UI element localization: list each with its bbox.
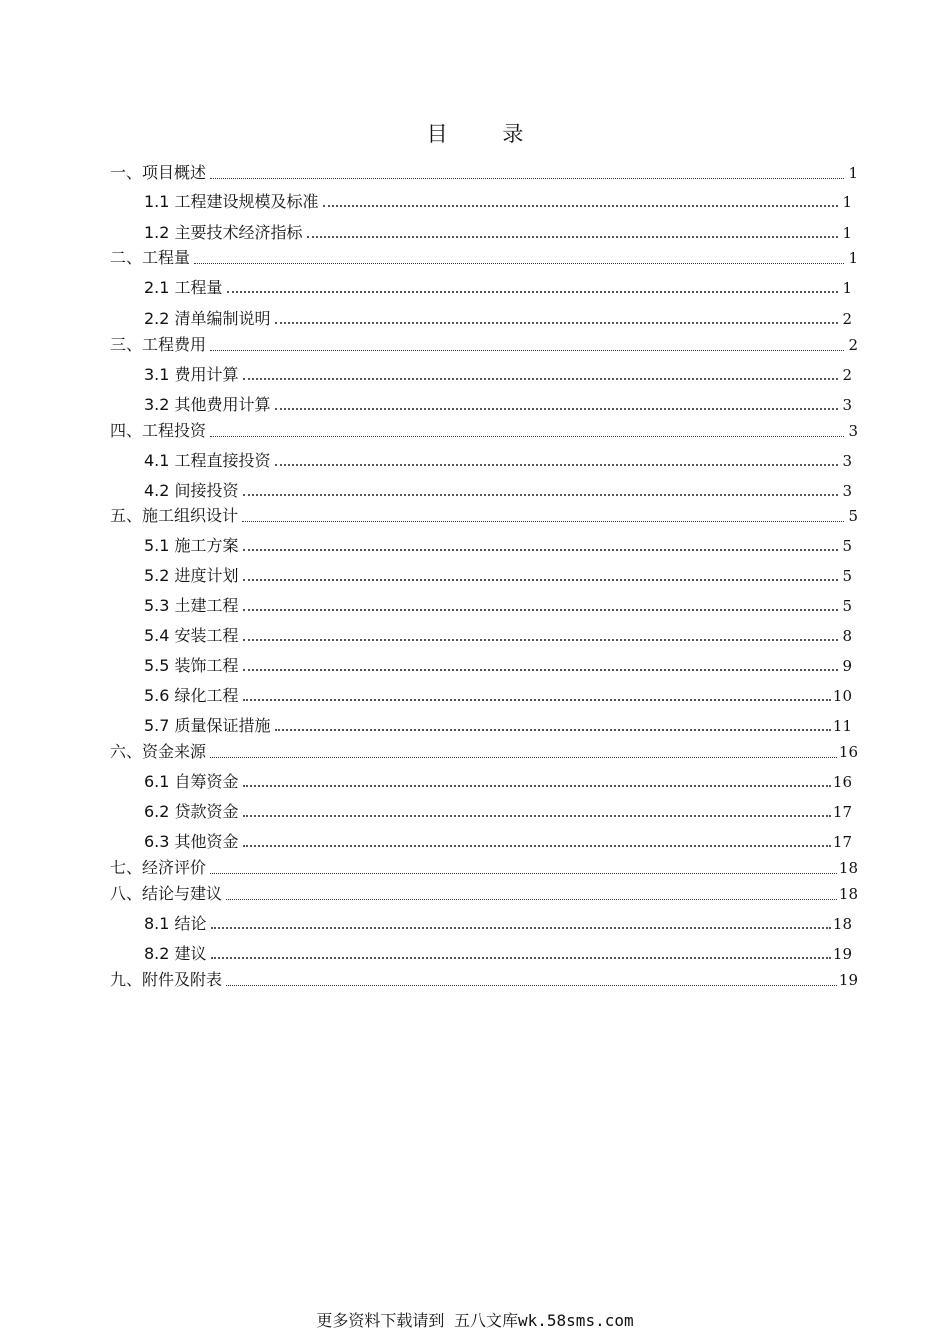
toc-entry-label: 5.7 质量保证措施 (144, 716, 271, 735)
toc-page-number: 3 (848, 422, 858, 440)
toc-page-number: 10 (832, 687, 852, 705)
toc-entry-label: 5.4 安装工程 (144, 626, 239, 645)
toc-entry-section[interactable] (144, 623, 852, 646)
toc-entry-section[interactable] (144, 683, 852, 706)
toc-page-number: 11 (832, 717, 852, 735)
toc-entry-label: 4.2 间接投资 (144, 481, 239, 500)
toc-dot-leader (243, 638, 838, 641)
toc-entry-section[interactable] (144, 275, 852, 298)
toc-entry-chapter[interactable] (110, 418, 858, 441)
toc-dot-leader (211, 926, 831, 929)
toc-entry-section[interactable] (144, 593, 852, 616)
toc-entry-label: 6.2 贷款资金 (144, 802, 239, 821)
toc-entry-label: 九、附件及附表 (110, 970, 223, 989)
toc-dot-leader (194, 262, 844, 264)
toc-dot-leader (211, 956, 831, 959)
toc-page-number: 1 (842, 279, 852, 297)
toc-dot-leader (243, 814, 831, 817)
toc-page-number: 5 (842, 597, 852, 615)
toc-page-number: 16 (838, 743, 858, 761)
toc-entry-section[interactable] (144, 713, 852, 736)
toc-entry-label: 三、工程费用 (110, 335, 207, 354)
toc-entry-label: 5.5 装饰工程 (144, 656, 239, 675)
toc-entry-section[interactable] (144, 478, 852, 501)
toc-entry-label: 1.2 主要技术经济指标 (144, 223, 303, 242)
toc-entry-section[interactable] (144, 448, 852, 471)
toc-entry-label: 8.1 结论 (144, 914, 207, 933)
toc-page-number: 2 (842, 310, 852, 328)
toc-entry-section[interactable] (144, 563, 852, 586)
toc-entry-label: 5.6 绿化工程 (144, 686, 239, 705)
toc-dot-leader (210, 872, 837, 874)
toc-page-number: 18 (838, 859, 858, 877)
toc-page-number: 1 (842, 224, 852, 242)
toc-page-number: 3 (842, 452, 852, 470)
toc-entry-label: 3.2 其他费用计算 (144, 395, 271, 414)
toc-entry-label: 5.2 进度计划 (144, 566, 239, 585)
toc-entry-section[interactable] (144, 392, 852, 415)
toc-entry-label: 8.2 建议 (144, 944, 207, 963)
toc-page-number: 16 (832, 773, 852, 791)
toc-entry-section[interactable] (144, 362, 852, 385)
toc-page-number: 8 (842, 627, 852, 645)
toc-page-number: 2 (842, 366, 852, 384)
toc-entry-section[interactable] (144, 911, 852, 934)
toc-dot-leader (275, 407, 838, 410)
toc-dot-leader (210, 435, 844, 437)
toc-page-number: 9 (842, 657, 852, 675)
toc-dot-leader (307, 235, 838, 238)
toc-dot-leader (275, 463, 838, 466)
toc-entry-label: 二、工程量 (110, 248, 191, 267)
toc-entry-section[interactable] (144, 799, 852, 822)
toc-page-number: 1 (848, 164, 858, 182)
toc-dot-leader (243, 377, 838, 380)
toc-entry-chapter[interactable] (110, 739, 858, 762)
toc-entry-chapter[interactable] (110, 245, 858, 268)
footer-watermark: 更多资料下载请到 五八文库wk.58sms.com (316, 1311, 634, 1330)
toc-entry-label: 一、项目概述 (110, 163, 207, 182)
toc-entry-section[interactable] (144, 769, 852, 792)
toc-dot-leader (323, 204, 838, 207)
toc-dot-leader (243, 698, 831, 701)
toc-dot-leader (243, 784, 831, 787)
toc-dot-leader (243, 608, 838, 611)
toc-dot-leader (275, 728, 831, 731)
toc-page-number: 18 (838, 885, 858, 903)
toc-page-number: 3 (842, 396, 852, 414)
toc-dot-leader (243, 844, 831, 847)
toc-entry-label: 1.1 工程建设规模及标准 (144, 192, 319, 211)
toc-entry-label: 八、结论与建议 (110, 884, 223, 903)
toc-entry-section[interactable] (144, 941, 852, 964)
toc-dot-leader (243, 578, 838, 581)
toc-entry-label: 七、经济评价 (110, 858, 207, 877)
toc-entry-chapter[interactable] (110, 503, 858, 526)
toc-dot-leader (226, 898, 837, 900)
toc-entry-label: 3.1 费用计算 (144, 365, 239, 384)
toc-entry-label: 六、资金来源 (110, 742, 207, 761)
toc-page-number: 18 (832, 915, 852, 933)
toc-page-number: 17 (832, 803, 852, 821)
toc-page-number: 2 (848, 336, 858, 354)
toc-page-number: 19 (832, 945, 852, 963)
toc-page-number: 3 (842, 482, 852, 500)
toc-entry-label: 2.2 清单编制说明 (144, 309, 271, 328)
toc-entry-chapter[interactable] (110, 967, 858, 990)
toc-entry-chapter[interactable] (110, 160, 858, 183)
toc-dot-leader (242, 520, 844, 522)
toc-dot-leader (243, 493, 838, 496)
toc-entry-label: 五、施工组织设计 (110, 506, 239, 525)
toc-page-number: 5 (842, 537, 852, 555)
toc-page-number: 1 (848, 249, 858, 267)
toc-dot-leader (210, 756, 837, 758)
toc-entry-label: 5.3 土建工程 (144, 596, 239, 615)
toc-entry-section[interactable] (144, 829, 852, 852)
toc-page-number: 5 (848, 507, 858, 525)
toc-page-number: 5 (842, 567, 852, 585)
toc-dot-leader (226, 984, 837, 986)
toc-page-number: 19 (838, 971, 858, 989)
toc-dot-leader (243, 548, 838, 551)
toc-dot-leader (210, 177, 844, 179)
toc-entry-label: 2.1 工程量 (144, 278, 223, 297)
toc-page-number: 17 (832, 833, 852, 851)
toc-page-number: 1 (842, 193, 852, 211)
toc-entry-section[interactable] (144, 533, 852, 556)
toc-dot-leader (275, 321, 838, 324)
toc-entry-label: 5.1 施工方案 (144, 536, 239, 555)
toc-entry-chapter[interactable] (110, 855, 858, 878)
toc-entry-section[interactable] (144, 306, 852, 329)
toc-entry-chapter[interactable] (110, 881, 858, 904)
toc-entry-label: 6.3 其他资金 (144, 832, 239, 851)
toc-dot-leader (210, 349, 844, 351)
toc-entry-chapter[interactable] (110, 332, 858, 355)
toc-entry-section[interactable] (144, 189, 852, 212)
page-title: 目 录 (426, 122, 548, 146)
toc-entry-label: 4.1 工程直接投资 (144, 451, 271, 470)
toc-entry-section[interactable] (144, 220, 852, 243)
toc-dot-leader (243, 668, 838, 671)
toc-entry-label: 四、工程投资 (110, 421, 207, 440)
toc-entry-section[interactable] (144, 653, 852, 676)
toc-dot-leader (227, 290, 838, 293)
toc-entry-label: 6.1 自筹资金 (144, 772, 239, 791)
